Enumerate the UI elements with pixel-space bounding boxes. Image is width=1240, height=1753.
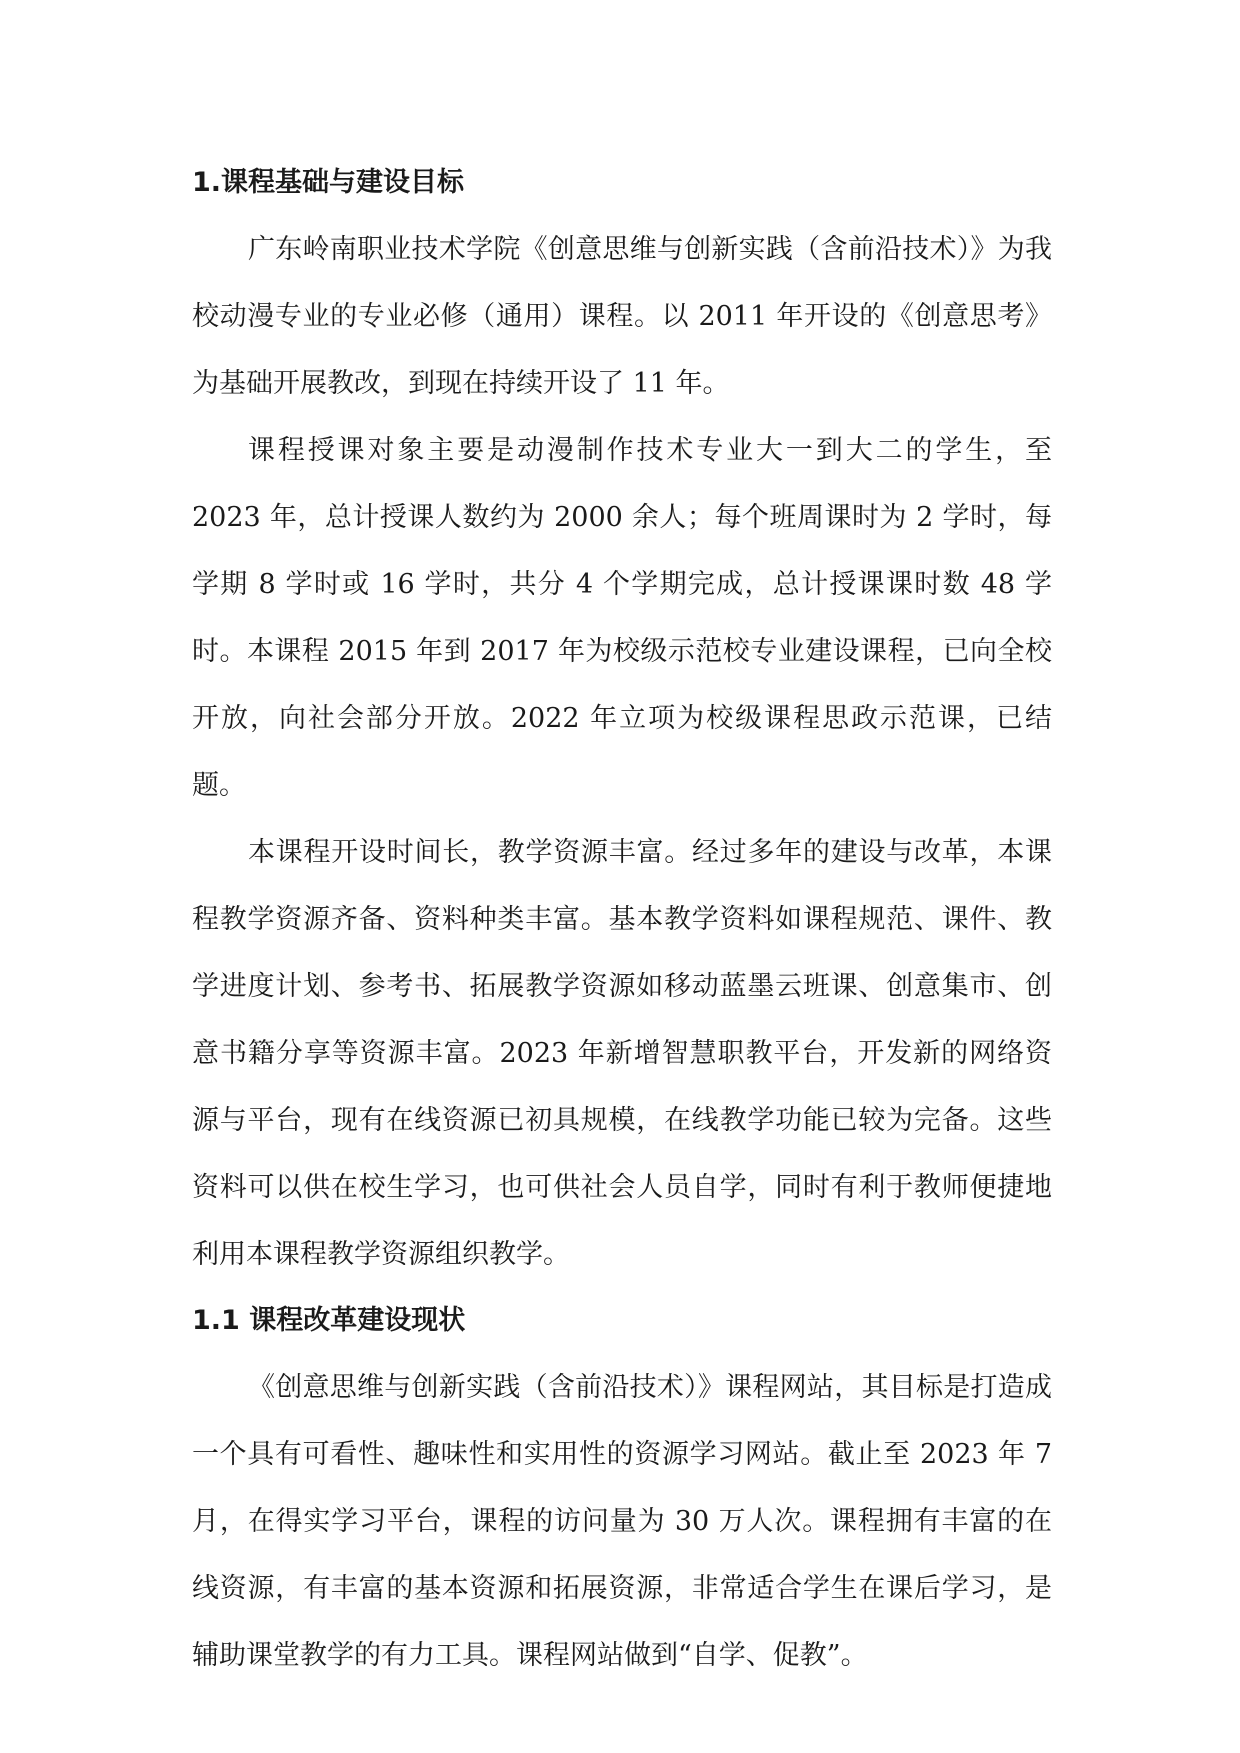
- document-body: [192, 150, 1052, 1689]
- section-heading-course-foundation: 1.课程基础与建设目标: [192, 167, 465, 198]
- paragraph-teaching-targets: 课程授课对象主要是动漫制作技术专业大一到大二的学生，至 2023 年，总计授课人数约为 2000 余人；每个班周课时为 2 学时，每学期 8 学时或 16 学时，共分 4 个学期完成，总计授课课时数 48 学时。本课程 2015 年到 2017 年为校级示范校专业建设课程，已向全校开放，向社会部分开放。2022 年立项为校级课程思政示范课，已结题。: [192, 435, 1052, 801]
- paragraph-course-intro: 广东岭南职业技术学院《创意思维与创新实践（含前沿技术）》为我校动漫专业的专业必修（通用）课程。以 2011 年开设的《创意思考》为基础开展教改，到现在持续开设了 11 年。: [192, 234, 1052, 399]
- section-heading-reform-status: 1.1 课程改革建设现状: [192, 1305, 466, 1336]
- paragraph-course-website: 《创意思维与创新实践（含前沿技术）》课程网站，其目标是打造成一个具有可看性、趣味性和实用性的资源学习网站。截止至 2023 年 7 月，在得实学习平台，课程的访问量为 30 万人次。课程拥有丰富的在线资源，有丰富的基本资源和拓展资源，非常适合学生在课后学习，是辅助课堂教学的有力工具。课程网站做到“自学、促教”。: [192, 1372, 1052, 1671]
- paragraph-teaching-resources: 本课程开设时间长，教学资源丰富。经过多年的建设与改革，本课程教学资源齐备、资料种类丰富。基本教学资料如课程规范、课件、教学进度计划、参考书、拓展教学资源如移动蓝墨云班课、创意集市、创意书籍分享等资源丰富。2023 年新增智慧职教平台，开发新的网络资源与平台，现有在线资源已初具规模，在线教学功能已较为完备。这些资料可以供在校生学习，也可供社会人员自学，同时有利于教师便捷地利用本课程教学资源组织教学。: [192, 837, 1052, 1270]
